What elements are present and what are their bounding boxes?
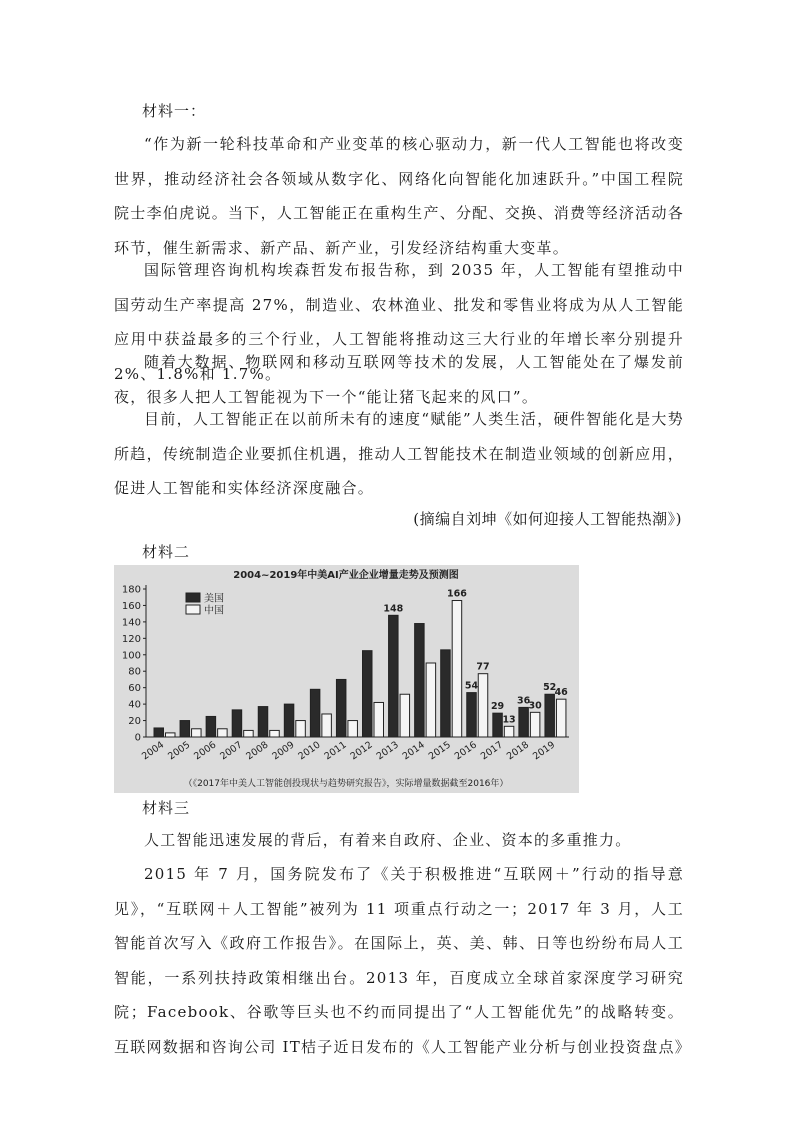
bar-cn-2014 bbox=[426, 663, 436, 737]
y-tick-label: 100 bbox=[121, 650, 141, 662]
bar-us-2006 bbox=[206, 716, 216, 737]
bar-data-label: 46 bbox=[554, 687, 568, 699]
bar-us-2014 bbox=[415, 624, 425, 737]
bar-us-2009 bbox=[284, 704, 294, 737]
x-tick-label: 2013 bbox=[374, 739, 401, 763]
y-tick-label: 120 bbox=[121, 633, 141, 645]
material1-paragraph-3: 随着大数据、物联网和移动互联网等技术的发展，人工智能处在了爆发前夜，很多人把人工智能视为下一个“能让猪飞起来的风口”。 bbox=[114, 353, 684, 406]
bar-cn-2017 bbox=[504, 726, 514, 737]
x-tick-label: 2012 bbox=[348, 739, 375, 763]
y-tick-label: 180 bbox=[121, 584, 141, 596]
legend-label-cn: 中国 bbox=[204, 605, 224, 617]
bar-cn-2013 bbox=[400, 694, 410, 737]
x-tick-label: 2010 bbox=[296, 739, 323, 763]
chart-note: （《2017年中美人工智能创投现状与趋势研究报告》，实际增量数据截至2016年） bbox=[183, 779, 509, 789]
bar-us-2016 bbox=[467, 693, 477, 737]
y-tick-label: 140 bbox=[121, 617, 141, 629]
bar-cn-2008 bbox=[270, 730, 280, 737]
x-tick-label: 2017 bbox=[478, 739, 506, 763]
legend-swatch-us bbox=[186, 593, 200, 602]
bar-data-label: 13 bbox=[502, 714, 516, 726]
material1-paragraph-2: 国际管理咨询机构埃森哲发布报告称，到 2035 年，人工智能有望推动中国劳动生产率提高 27%，制造业、农林渔业、批发和零售业将成为从人工智能应用中获益最多的三个行业，人工智能将推动这三大行业的年增长率分别提升 2%、1.8%和 1.7%。 bbox=[114, 261, 684, 383]
y-tick-label: 20 bbox=[128, 716, 141, 728]
bar-us-2019 bbox=[545, 694, 555, 737]
bar-cn-2004 bbox=[166, 733, 176, 737]
x-tick-label: 2019 bbox=[531, 739, 558, 763]
x-tick-label: 2015 bbox=[426, 739, 453, 763]
y-tick-label: 0 bbox=[134, 732, 141, 744]
bar-data-label: 52 bbox=[543, 682, 557, 694]
x-tick-label: 2007 bbox=[218, 739, 245, 763]
x-tick-label: 2005 bbox=[166, 739, 193, 763]
y-tick-label: 80 bbox=[128, 666, 141, 678]
bar-us-2015 bbox=[441, 650, 451, 737]
bar-us-2018 bbox=[519, 707, 529, 737]
material3-heading: 材料三 bbox=[142, 799, 191, 817]
chart-title: 2004~2019年中美AI产业企业增量走势及预测图 bbox=[233, 570, 459, 581]
bar-data-label: 30 bbox=[528, 700, 542, 712]
material1-paragraph-4: 目前，人工智能正在以前所未有的速度“赋能”人类生活，硬件智能化是大势所趋，传统制造企业要抓住机遇，推动人工智能技术在制造业领域的创新应用，促进人工智能和实体经济深度融合。 bbox=[114, 410, 684, 497]
bar-cn-2010 bbox=[322, 714, 332, 737]
bar-us-2004 bbox=[154, 728, 164, 737]
y-tick-label: 40 bbox=[128, 699, 141, 711]
bar-cn-2009 bbox=[296, 721, 306, 737]
bar-cn-2007 bbox=[244, 730, 254, 737]
bar-us-2017 bbox=[493, 713, 503, 737]
bar-us-2011 bbox=[336, 679, 346, 737]
bar-us-2005 bbox=[180, 721, 190, 737]
x-tick-label: 2004 bbox=[140, 739, 167, 763]
bar-us-2007 bbox=[232, 710, 242, 737]
bar-data-label: 29 bbox=[490, 701, 505, 713]
y-tick-label: 160 bbox=[121, 600, 141, 612]
x-tick-label: 2016 bbox=[452, 739, 479, 763]
bar-us-2010 bbox=[310, 689, 320, 737]
bar-us-2013 bbox=[389, 615, 399, 737]
bar-cn-2019 bbox=[556, 699, 566, 737]
bar-chart-svg bbox=[114, 565, 579, 793]
legend-label-us: 美国 bbox=[204, 593, 224, 605]
y-tick-label: 60 bbox=[128, 683, 141, 695]
bar-us-2012 bbox=[363, 651, 373, 737]
bar-data-label: 54 bbox=[464, 680, 479, 692]
material1-heading: 材料一： bbox=[142, 102, 207, 120]
material1-source: (摘编自刘坤《如何迎接人工智能热潮》) bbox=[413, 510, 682, 528]
material1-paragraph-1: “作为新一轮科技革命和产业变革的核心驱动力，新一代人工智能也将改变世界，推动经济社会各领域从数字化、网络化向智能化加速跃升。”中国工程院院士李伯虎说。当下，人工智能正在重构生产、分配、交换、消费等经济活动各环节，催生新需求、新产品、新产业，引发经济结构重大变革。 bbox=[114, 135, 684, 257]
bar-us-2008 bbox=[258, 707, 268, 737]
material3-paragraph-1: 人工智能迅速发展的背后，有着来自政府、企业、资本的多重推力。 bbox=[144, 831, 632, 849]
material3-paragraph-2: 2015 年 7 月，国务院发布了《关于积极推进“互联网＋”行动的指导意见》，“互联网＋人工智能”被列为 11 项重点行动之一；2017 年 3 月，人工智能首次写入《政府工作报告》。在国际上，英、美、韩、日等也纷纷布局人工智能，一系列扶持政策相继出台。2013 年，百度成立全球首家深度学习研究院；Facebook、谷歌等巨头也不约而同提出了“人工智能优先”的战略转变。互联网数据和咨询公司 IT桔子近日发布的《人工智能产业分析与创业投资盘点》 bbox=[114, 865, 691, 1056]
legend-swatch-cn bbox=[186, 605, 200, 614]
bar-cn-2005 bbox=[192, 729, 202, 737]
bar-cn-2018 bbox=[530, 712, 540, 737]
bar-data-label: 148 bbox=[383, 603, 404, 615]
bar-data-label: 36 bbox=[517, 695, 531, 707]
bar-data-label: 166 bbox=[447, 588, 467, 600]
x-tick-label: 2011 bbox=[322, 739, 349, 763]
x-tick-label: 2014 bbox=[400, 739, 427, 763]
bar-cn-2006 bbox=[218, 729, 228, 737]
bar-data-label: 77 bbox=[476, 661, 490, 673]
bar-chart bbox=[114, 565, 579, 793]
bar-cn-2015 bbox=[452, 601, 462, 737]
x-tick-label: 2009 bbox=[270, 739, 297, 763]
bar-cn-2016 bbox=[478, 674, 488, 737]
x-tick-label: 2006 bbox=[192, 739, 219, 763]
x-tick-label: 2018 bbox=[504, 739, 532, 763]
x-tick-label: 2008 bbox=[244, 739, 271, 763]
bar-cn-2011 bbox=[348, 721, 358, 737]
material2-heading: 材料二 bbox=[142, 543, 191, 561]
bar-cn-2012 bbox=[374, 702, 384, 737]
